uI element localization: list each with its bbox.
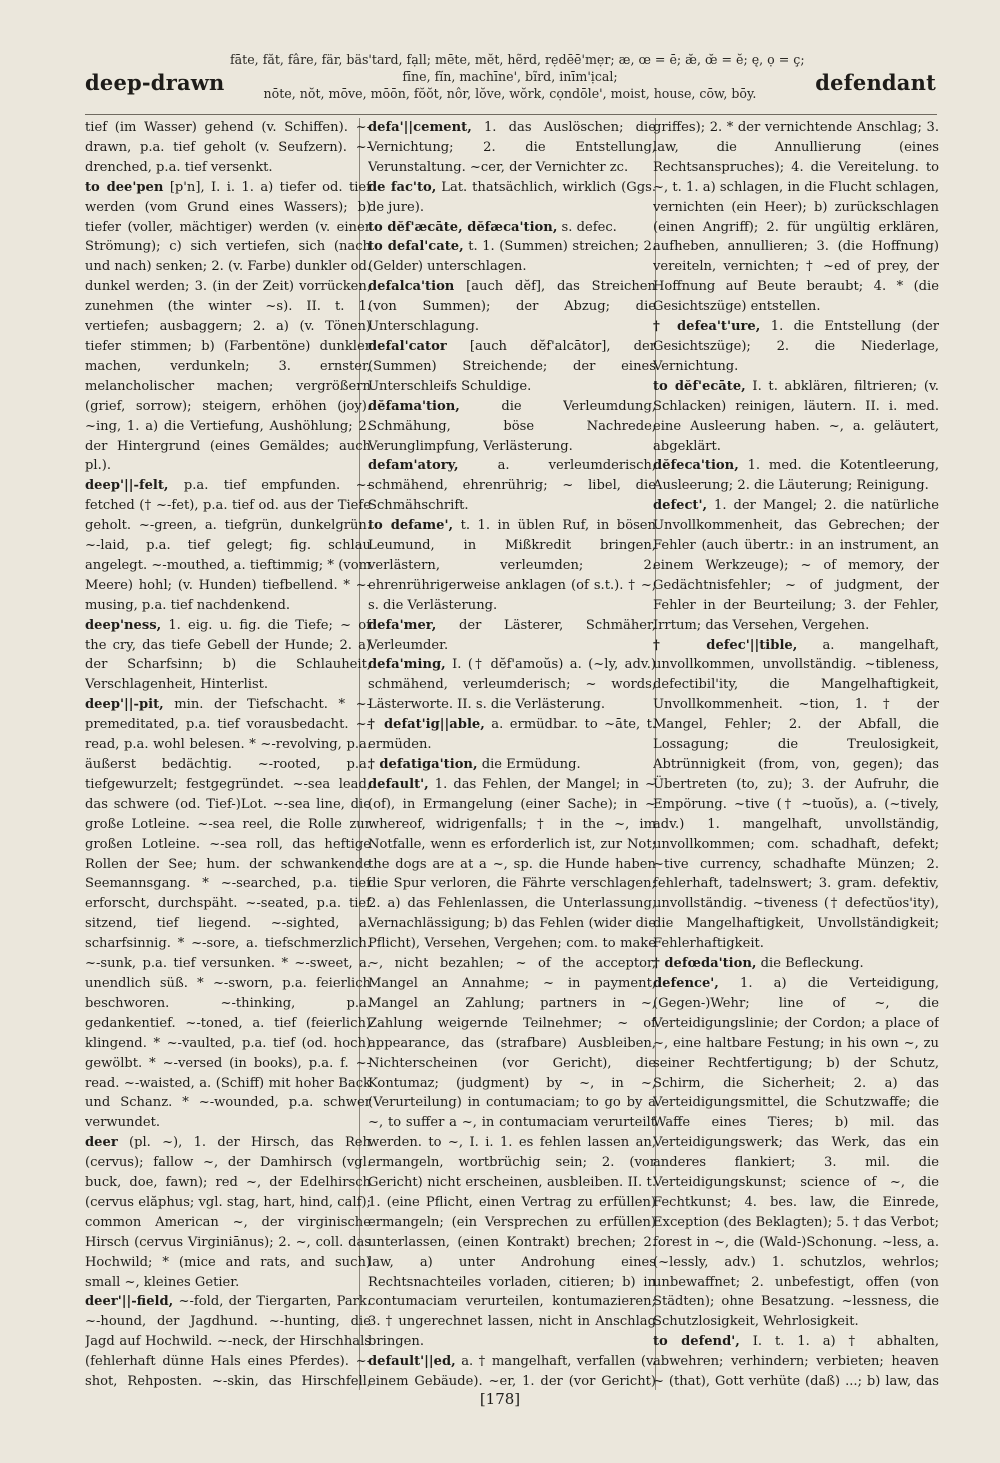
entry-headword: † defœda'tion, <box>653 956 757 972</box>
entry-definition: a. ermüdbar. to ~āte, t. ermüden. <box>368 717 656 753</box>
entry-definition: (pl. ~), 1. der Hirsch, das Reh (cervus); fallow ~, der Damhirsch (vgl. buck, doe, fawn); red ~, der Edelhirsch (cervus elăphus; vgl. stag, hart, hind, calf); common American ~, der virginische Hirsch (cervus Virginiānus); 2. ~, coll. das Hochwild; * (mice and rats, and such) small ~, kleines Getier. <box>85 1135 371 1290</box>
dictionary-entry <box>653 456 939 496</box>
entry-headword: default', <box>368 776 429 792</box>
column-middle <box>368 118 656 1388</box>
entry-definition: p.a. tief empfunden. ~-fetched († ~-fet), p.a. tief od. aus der Tiefe geholt. ~-green, a. tiefgrün, dunkelgrün. ~-laid, p.a. tief gelegt; fig. schlau angelegt. ~-mouthed, a. tieftimmig; * (vom Meere) hohl; (v. Hunden) tiefbellend. * ~-musing, p.a. tief nachdenkend. <box>85 478 371 613</box>
dictionary-entry <box>368 775 656 1352</box>
entry-headword: defa'mer, <box>368 617 437 633</box>
entry-definition: 1. die Entstellung (der Gesichtszüge); 2. die Niederlage, Vernichtung. <box>653 319 939 374</box>
pronunciation-guide <box>230 51 805 102</box>
pronunciation-guide-line: fīne, fĭn, machīne', bĩrd, inīm'ịcal; <box>402 69 618 84</box>
entry-headword: deer <box>85 1135 118 1151</box>
entry-headword: deep'ness, <box>85 617 162 633</box>
dictionary-entry <box>85 695 371 1133</box>
entry-definition: a. mangelhaft, unvollkommen, unvollständig. ~tibleness, defectibil'ity, die Mangelhaftigkeit, Unvollkommenheit. ~tion, 1. † der Mangel, Fehler; 2. der Abfall, die Lossagung; die Treulosigkeit, Abtrünnigkeit (from, von, gegen); das Übertreten (to, zu); 3. der Aufruhr, die Empörung. ~tive († ~tuoŭs), a. (~tively, adv.) 1. mangelhaft, unvollständig, unvollkommen; com. schadhaft, defekt; ~tive currency, schadhafte Münzen; 2. fehlerhaft, tadelnswert; 3. gram. defektiv, unvollständig. ~tiveness († defectŭos'ity), die Mangelhaftigkeit, Unvollständigkeit; Fehlerhaftigkeit. <box>653 637 939 952</box>
entry-headword: defence', <box>653 975 719 991</box>
dictionary-entry <box>85 1292 371 1388</box>
entry-definition: griffes); 2. * der vernichtende Anschlag; 3. law, die Annullierung (eines Rechtsanspruches); 4. die Vereitelung. to ~, t. 1. a) schlagen, in die Flucht schlagen, vernichten (ein Heer); b) zurückschlagen (einen Angriff); 2. für ungültig erklären, aufheben, annullieren; 3. (die Hoffnung) vereiteln, vernichten; † ~ed of prey, der Hoffnung auf Beute beraubt; 4. * (die Gesichtszüge) entstellen. <box>653 120 939 315</box>
entry-headword: to dee'pen <box>85 179 164 195</box>
entry-definition: s. defec. <box>561 219 617 235</box>
entry-definition: t. 1. in üblen Ruf, in bösen Leumund, in Mißkredit bringen, verlästern, verleumden; 2. ehrenrührigerweise anklagen (of s.t.). † ~, s. die Verlästerung. <box>368 518 656 613</box>
entry-definition: ~-fold, der Tiergarten, Park. ~-hound, der Jagdhund. ~-hunting, die Jagd auf Hochwild. ~-neck, der Hirschhals (fehlerhaft dünne Hals eines Pferdes). ~-shot, Rehposten. ~-skin, das Hirschfell, <box>85 1294 371 1388</box>
entry-headword: default'||ed, <box>368 1354 456 1370</box>
entry-headword: to defame', <box>368 518 454 534</box>
entry-definition: die Befleckung. <box>760 956 864 972</box>
entry-definition: der Lästerer, Schmäher, Verleumder. <box>368 617 656 653</box>
dictionary-entry <box>653 496 939 635</box>
entry-definition: 1. der Mangel; 2. die natürliche Unvollkommenheit, das Gebrechen; der Fehler (auch übertr.: in an instrument, an einem Werkzeuge); ~ of memory, der Gedächtnisfehler; ~ of judgment, der Fehler in der Beurteilung; 3. der Fehler, Irrtum; das Versehen, Vergehen. <box>653 498 939 633</box>
entry-headword: to defal'cate, <box>368 239 464 255</box>
dictionary-entry <box>653 118 939 317</box>
dictionary-entry <box>653 954 939 974</box>
entry-headword: to dĕf'æcāte, dĕfæca'tion, <box>368 219 558 235</box>
dictionary-entry <box>85 616 371 696</box>
entry-headword: † defat'ig||able, <box>368 717 485 733</box>
entry-definition: die Verleumdung, Schmähung, böse Nachrede, Verunglimpfung, Verlästerung. <box>368 398 656 454</box>
entry-headword: † defea't'ure, <box>653 319 761 335</box>
entry-definition: 1. med. die Kotentleerung, Ausleerung; 2. die Läuterung; Reinigung. <box>653 458 939 494</box>
entry-headword: to defend', <box>653 1334 740 1350</box>
dictionary-entry <box>85 476 371 615</box>
dictionary-entry <box>85 1133 371 1292</box>
dictionary-entry <box>368 516 656 616</box>
entry-definition: Lat. thatsächlich, wirklich (Ggs. de jure). <box>368 179 656 215</box>
dictionary-entry <box>368 715 656 755</box>
dictionary-entry <box>368 337 656 397</box>
dictionary-entry <box>368 178 656 218</box>
entry-definition: t. 1. (Summen) streichen; 2. (Gelder) unterschlagen. <box>368 239 656 275</box>
entry-headword: deep'||-pit, <box>85 697 164 713</box>
left-running-headword: deep-drawn <box>85 70 225 95</box>
entry-headword: defa'||cement, <box>368 120 472 135</box>
entry-headword: defal'cator <box>368 338 447 354</box>
entry-definition: a. † mangelhaft, verfallen (v. einem Gebäude). ~er, 1. der (vor Gericht) <box>368 1354 656 1388</box>
dictionary-entry <box>85 178 371 477</box>
entry-definition: 1. das Fehlen, der Mangel; in ~ (of), in Ermangelung (einer Sache); in ~ whereof, widrigenfalls; † in the ~, im Notfalle, wenn es erforderlich ist, zur Not; the dogs are at a ~, sp. die Hunde haben die Spur verloren, die Fährte verschlagen; 2. a) das Fehlenlassen, die Unterlassung, Vernachlässigung; b) das Fehlen (wider die Pflicht), Versehen, Vergehen; com. to make ~, nicht bezahlen; ~ of the acceptor, Mangel an Annahme; ~ in payment, Mangel an Zahlung; partners in ~, Zahlung weigernde Teilnehmer; ~ of appearance, das (strafbare) Ausbleiben, Nichterscheinen (vor Gericht), die Kontumaz; (judgment) by ~, in ~, (Verurteilung) in contumaciam; to go by a ~, to suffer a ~, in contumaciam verurteilt werden. to ~, I. i. 1. es fehlen lassen an, ermangeln, wortbrüchig sein; 2. (vor Gericht) nicht erscheinen, ausbleiben. II. t. 1. (eine Pflicht, einen Vertrag zu erfüllen) ermangeln; (ein Versprechen zu erfüllen) unterlassen, (einen Kontrakt) brechen; 2. law, a) unter Androhung eines Rechtsnachteiles vorladen, citieren; b) in contumaciam verurteilen, kontumazieren; 3. † ungerechnet lassen, nicht in Anschlag bringen. <box>368 776 656 1350</box>
dictionary-entry <box>368 277 656 337</box>
entry-definition: [auch dĕf], das Streichen (von Summen); der Abzug; die Unterschlagung. <box>368 279 656 335</box>
right-running-headword: defendant <box>815 70 936 95</box>
entry-definition: 1. das Auslöschen; die Vernichtung; 2. die Entstellung, Verunstaltung. ~cer, der Vernichter zc. <box>368 120 656 175</box>
dictionary-entry <box>368 397 656 457</box>
header-rule <box>85 114 937 115</box>
entry-headword: de fac'to, <box>368 179 437 195</box>
entry-definition: I. († dĕf'amoŭs) a. (~ly, adv.) schmähend, verleumderisch; ~ words, Lästerworte. II. s. die Verlästerung. <box>368 657 656 713</box>
dictionary-entry <box>653 974 939 1332</box>
entry-definition: a. verleumderisch, schmähend, ehrenrührig; ~ libel, die Schmähschrift. <box>368 458 656 514</box>
entry-headword: dĕfeca'tion, <box>653 458 739 474</box>
column-left <box>85 118 371 1388</box>
dictionary-entry <box>368 118 656 178</box>
pronunciation-guide-line: nōte, nŏt, mōve, mōōn, fŏŏt, nôr, lŏve, wŏrk, cọndōle', moist, house, cōw, bōy. <box>263 86 757 101</box>
entry-definition: I. t. 1. a) † abhalten, abwehren; verhindern; verbieten; heaven ~ (that), Gott verhüte (daß) ...; b) law, das <box>653 1334 939 1388</box>
dictionary-entry <box>368 456 656 516</box>
column-right <box>653 118 939 1388</box>
dictionary-entry <box>653 636 939 955</box>
dictionary-entry <box>653 377 939 457</box>
dictionary-entry <box>85 118 371 178</box>
entry-headword: † defatiga'tion, <box>368 757 478 772</box>
dictionary-entry <box>368 755 656 775</box>
dictionary-entry <box>368 655 656 715</box>
dictionary-entry <box>368 616 656 656</box>
dictionary-entry <box>368 237 656 277</box>
dictionary-entry <box>368 218 656 238</box>
entry-definition: 1. eig. u. fig. die Tiefe; ~ of the cry, das tiefe Gebell der Hunde; 2. a) der Scharfsinn; b) die Schlauheit, Verschlagenheit, Hinterlist. <box>85 617 371 693</box>
entry-headword: to dĕf'ecāte, <box>653 378 746 394</box>
entry-definition: 1. a) die Verteidigung, (Gegen-)Wehr; line of ~, die Verteidigungslinie; der Cordon; a place of ~, eine haltbare Festung; in his own ~, zu seiner Rechtfertigung; b) der Schutz, Schirm, die Sicherheit; 2. a) das Verteidigungsmittel, die Schutzwaffe; die Waffe eines Tieres; b) mil. das Verteidigungswerk; das Werk, das ein anderes flankiert; 3. mil. die Verteidigungskunst; science of ~, die Fechtkunst; 4. bes. law, die Einrede, Exception (des Beklagten); 5. † das Verbot; forest in ~, die (Wald-)Schonung. ~less, a. (~lessly, adv.) 1. schutzlos, wehrlos; unbewaffnet; 2. unbefestigt, offen (von Städten); ohne Besatzung. ~lessness, die Schutzlosigkeit, Wehrlosigkeit. <box>653 975 939 1330</box>
entry-definition: tief (im Wasser) gehend (v. Schiffen). ~-drawn, p.a. tief geholt (v. Seufzern). ~-drenched, p.a. tief versenkt. <box>85 120 371 175</box>
entry-headword: defam'atory, <box>368 458 459 474</box>
entry-headword: dĕfama'tion, <box>368 398 460 414</box>
page-number: [178] <box>479 1390 521 1408</box>
entry-definition: [p'n], I. i. 1. a) tiefer od. tief werden (vom Grund eines Wassers); b) tiefer (voller, mächtiger) werden (v. einer Strömung); c) sich vertiefen, sich (nach und nach) senken; 2. (v. Farbe) dunkler od. dunkel werden; 3. (in der Zeit) vorrücken, zunehmen (the winter ~s). II. t. 1. vertiefen; ausbaggern; 2. a) (v. Tönen) tiefer stimmen; b) (Farbentöne) dunkler machen, verdunkeln; 3. ernster, melancholischer machen; vergrößern (grief, sorrow); steigern, erhöhen (joy). ~ing, 1. a) die Vertiefung, Aushöhlung; 2. der Hintergrund (eines Gemäldes; auch pl.). <box>85 179 371 474</box>
entry-headword: deer'||-field, <box>85 1294 174 1310</box>
entry-headword: defa'ming, <box>368 657 446 673</box>
entry-headword: † defec'||tible, <box>653 637 798 653</box>
entry-definition: [auch dĕf'alcātor], der (Summen) Streichende; der eines Unterschleifs Schuldige. <box>368 338 656 394</box>
dictionary-entry <box>653 1332 939 1388</box>
pronunciation-guide-line: fāte, făt, fâre, fär, bäs'tard, fạll; mēte, mĕt, hẽrd, rẹdēē'mẹr; æ, œ = ē; æ̆, œ̆ = ĕ; ę, ọ = ç; <box>230 52 805 67</box>
dictionary-entry <box>368 1352 656 1388</box>
entry-headword: defalca'tion <box>368 279 455 295</box>
entry-headword: defect', <box>653 498 708 514</box>
entry-definition: die Ermüdung. <box>481 757 581 772</box>
entry-definition: I. t. abklären, filtrieren; (v. Schlacken) reinigen, läutern. II. i. med. eine Ausleerung haben. ~, a. geläutert, abgeklärt. <box>653 378 939 454</box>
entry-definition: min. der Tiefschacht. * ~-premeditated, p.a. tief vorausbedacht. ~-read, p.a. wohl belesen. * ~-revolving, p.a. äußerst bedächtig. ~-rooted, p.a. tiefgewurzelt; festgegründet. ~-sea lead, das schwere (od. Tief-)Lot. ~-sea line, die große Lotleine. ~-sea reel, die Rolle zur großen Lotleine. ~-sea roll, das heftige Rollen der See; hum. der schwankende Seemannsgang. * ~-searched, p.a. tief erforscht, durchspäht. ~-seated, p.a. tief sitzend, tief liegend. ~-sighted, a. scharfsinnig. * ~-sore, a. tiefschmerzlich. ~-sunk, p.a. tief versunken. * ~-sweet, a. unendlich süß. * ~-sworn, p.a. feierlich beschworen. ~-thinking, p.a. gedankentief. ~-toned, a. tief (feierlich) klingend. * ~-vaulted, p.a. tief (od. hoch) gewölbt. * ~-versed (in books), p.a. f. ~-read. ~-waisted, a. (Schiff) mit hoher Back und Schanz. * ~-wounded, p.a. schwer verwundet. <box>85 697 371 1131</box>
entry-headword: deep'||-felt, <box>85 478 169 494</box>
dictionary-entry <box>653 317 939 377</box>
